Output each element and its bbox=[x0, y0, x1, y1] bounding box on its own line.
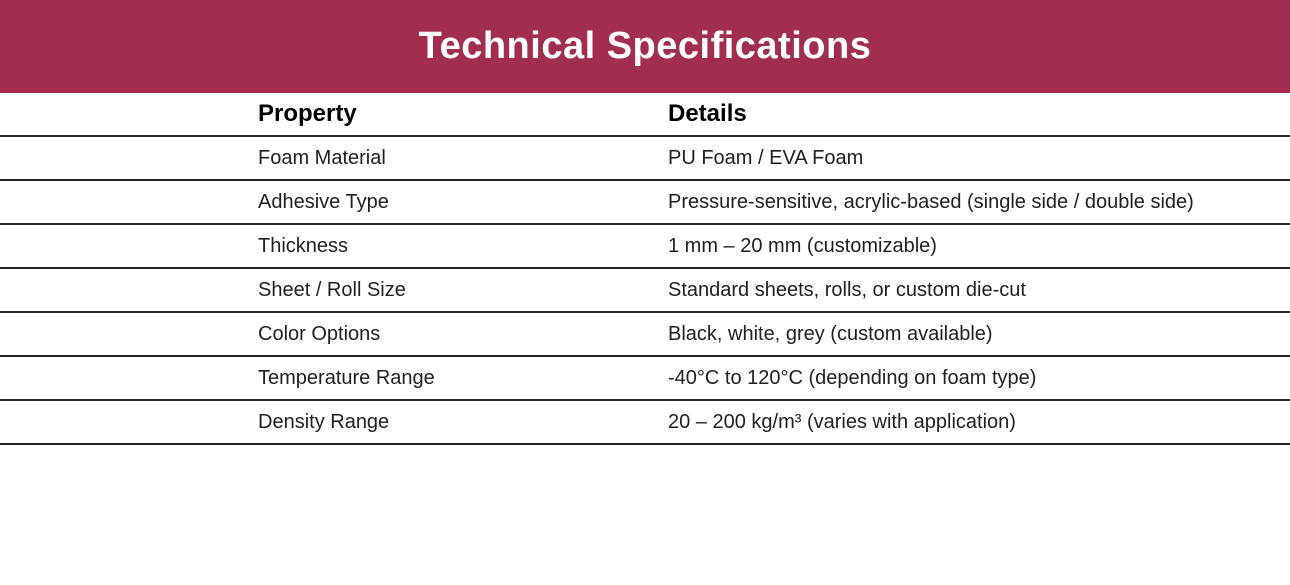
column-header-property: Property bbox=[258, 100, 357, 127]
column-header-details: Details bbox=[668, 100, 747, 127]
table-row bbox=[0, 269, 1290, 313]
property-cell: Temperature Range bbox=[258, 366, 435, 389]
details-cell: PU Foam / EVA Foam bbox=[668, 146, 864, 169]
spec-table bbox=[0, 93, 1290, 445]
property-cell: Thickness bbox=[258, 234, 349, 257]
table-row bbox=[0, 357, 1290, 401]
table-row bbox=[0, 181, 1290, 225]
details-cell: 1 mm – 20 mm (customizable) bbox=[668, 234, 937, 257]
property-cell: Sheet / Roll Size bbox=[258, 278, 406, 301]
property-cell: Adhesive Type bbox=[258, 190, 389, 213]
details-cell: -40°C to 120°C (depending on foam type) bbox=[668, 366, 1037, 389]
title-banner bbox=[0, 0, 1290, 93]
property-cell: Density Range bbox=[258, 410, 390, 433]
property-cell: Color Options bbox=[258, 322, 381, 345]
details-cell: 20 – 200 kg/m³ (varies with application) bbox=[668, 410, 1016, 433]
table-row bbox=[0, 137, 1290, 181]
page-title: Technical Specifications bbox=[418, 25, 872, 67]
table-header-row bbox=[0, 93, 1290, 137]
table-row bbox=[0, 401, 1290, 445]
details-cell: Black, white, grey (custom available) bbox=[668, 322, 993, 345]
details-cell: Standard sheets, rolls, or custom die-cut bbox=[668, 278, 1026, 301]
details-cell: Pressure-sensitive, acrylic-based (single side / double side) bbox=[668, 190, 1194, 213]
table-row bbox=[0, 225, 1290, 269]
table-row bbox=[0, 313, 1290, 357]
property-cell: Foam Material bbox=[258, 146, 386, 169]
